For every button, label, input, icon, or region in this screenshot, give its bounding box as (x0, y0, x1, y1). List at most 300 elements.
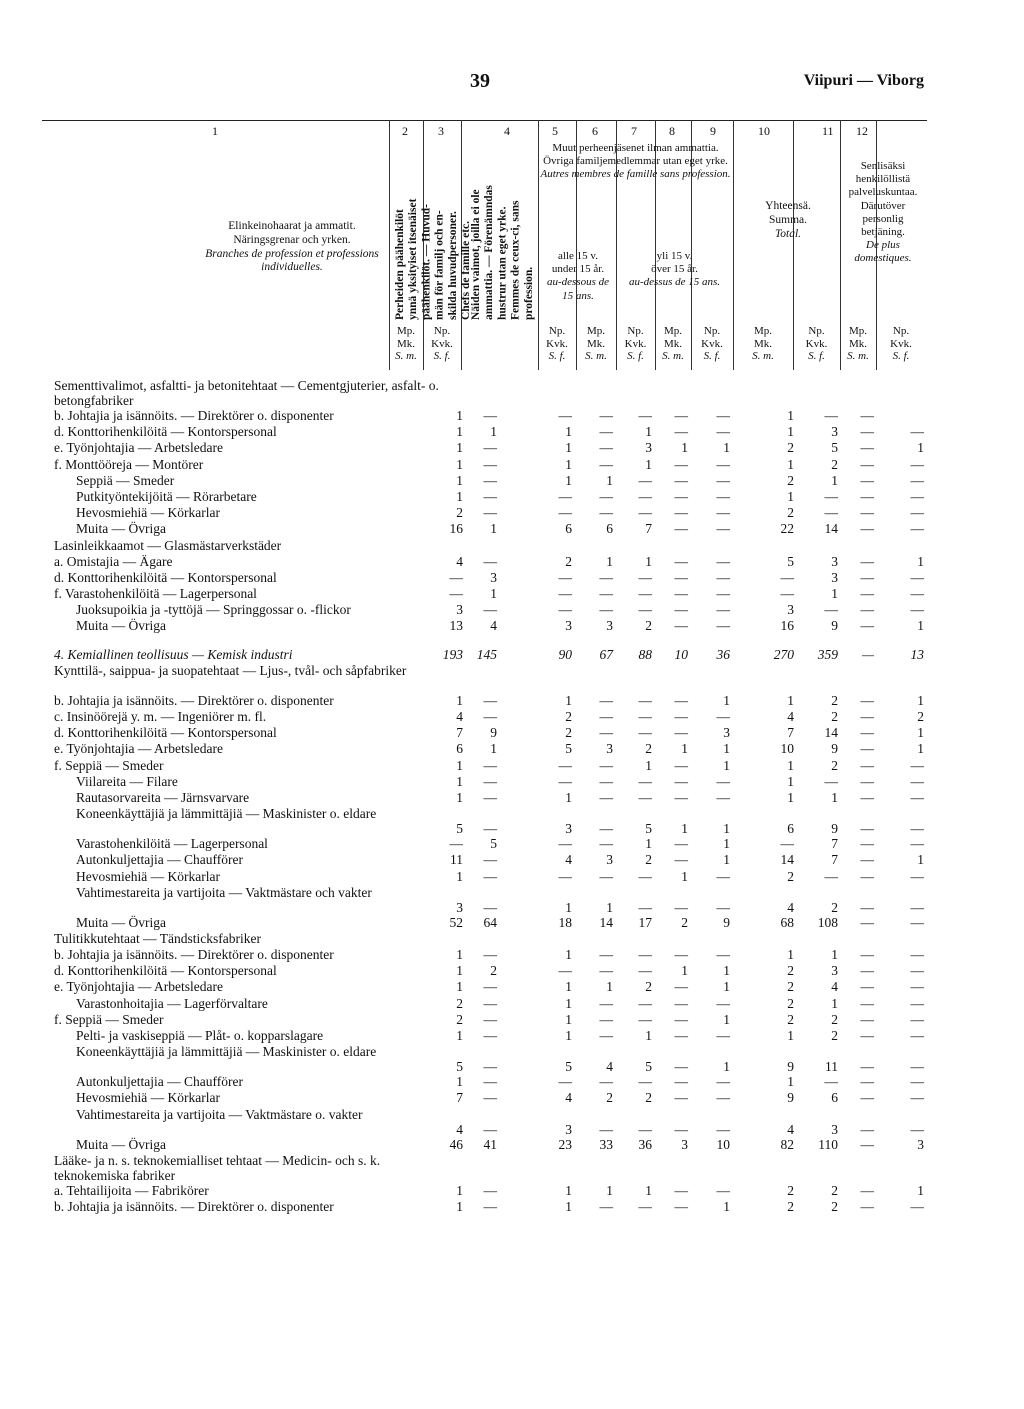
cell-col11: — (860, 456, 874, 472)
table-row (42, 1044, 927, 1074)
cell-col10: 2 (831, 1198, 838, 1214)
cell-col5: — (599, 1028, 613, 1043)
table-row (42, 915, 927, 931)
cell-col8: 1 (723, 963, 730, 979)
row-label: b. Johtajia ja isännöits. — Direktörer o. disponenter (54, 947, 334, 963)
cell-col4: — (558, 408, 572, 423)
cell-col7: — (674, 709, 688, 724)
cell-col10: — (824, 408, 838, 423)
col-num-6: 6 (592, 124, 598, 138)
cell-col10: 3 (831, 553, 838, 569)
cell-col4: 1 (565, 947, 572, 963)
cell-col9: 68 (780, 914, 794, 930)
cell-col8: — (716, 1090, 730, 1106)
cell-col9: 2 (787, 1198, 794, 1214)
cell-col9: 1 (787, 1028, 794, 1043)
cell-col6: — (638, 472, 652, 488)
cell-col10: — (824, 602, 838, 618)
cell-col7: — (674, 1059, 688, 1075)
cell-col8: — (716, 1121, 730, 1137)
cell-col10: 3 (831, 424, 838, 440)
row-label: Vahtimestareita ja vartijoita — Vaktmästare och vakter (76, 884, 372, 900)
col-num-1: 1 (212, 124, 218, 138)
cell-col9: 82 (780, 1136, 794, 1152)
cell-col5: 1 (606, 979, 613, 995)
table-row (42, 947, 927, 963)
cell-col10: 9 (831, 618, 838, 634)
cell-col10: 5 (831, 440, 838, 456)
cell-col5: — (599, 836, 613, 852)
cell-col9: — (780, 586, 794, 602)
cell-col12: 1 (917, 852, 924, 868)
cell-col3: — (483, 709, 497, 724)
cell-col2: 1 (456, 1028, 463, 1043)
cell-col6: 88 (638, 646, 652, 662)
cell-col8: — (716, 1074, 730, 1090)
cell-col11: — (860, 836, 874, 852)
cell-col4: 1 (565, 1198, 572, 1214)
cell-col6: — (638, 1074, 652, 1090)
cell-col3: — (483, 1198, 497, 1214)
cell-col6: — (638, 995, 652, 1011)
cell-col4: — (558, 836, 572, 852)
cell-col5: — (599, 947, 613, 963)
cell-col4: — (558, 963, 572, 979)
cell-col4: 6 (565, 521, 572, 537)
cell-col3: — (483, 868, 497, 884)
cell-col5: 3 (606, 618, 613, 634)
cell-col8: 3 (723, 725, 730, 741)
cell-col11: — (860, 618, 874, 634)
cell-col2: 1 (456, 692, 463, 708)
cell-col4: 5 (565, 741, 572, 757)
cell-col7: — (674, 757, 688, 773)
units-col12: Np. Kvk. S. f. (890, 325, 912, 363)
cell-col2: 46 (449, 1136, 463, 1152)
cell-col11: — (860, 692, 874, 708)
cell-col12: — (910, 757, 924, 773)
cell-col10: 3 (831, 569, 838, 585)
cell-col7: — (674, 553, 688, 569)
cell-col9: 3 (787, 602, 794, 618)
table-row (42, 1107, 927, 1137)
table-row (42, 440, 927, 456)
row-label: a. Omistajia — Ägare (54, 553, 173, 569)
table-row (42, 378, 927, 408)
units-col10: Np. Kvk. S. f. (805, 325, 828, 363)
cell-col6: — (638, 505, 652, 521)
cell-col4: — (558, 488, 572, 504)
cell-col11: — (860, 586, 874, 602)
cell-col12: — (910, 1074, 924, 1090)
cell-col12: — (910, 424, 924, 440)
cell-col10: 359 (817, 646, 838, 662)
cell-col4: 23 (558, 1136, 572, 1152)
cell-col11: — (860, 1074, 874, 1090)
cell-col3: — (483, 1074, 497, 1090)
table-row (42, 774, 927, 790)
cell-col8: — (716, 618, 730, 634)
cell-col11: — (860, 773, 874, 789)
cell-col7: — (674, 424, 688, 440)
cell-col11: — (860, 789, 874, 805)
cell-col11: — (860, 440, 874, 456)
cell-col6: — (638, 709, 652, 724)
row-label: Muita — Övriga (76, 521, 166, 537)
cell-col11: — (860, 602, 874, 618)
col-num-8: 8 (669, 124, 675, 138)
units-col9: Mp. Mk. S. m. (752, 325, 774, 363)
cell-col8: 1 (723, 1198, 730, 1214)
cell-col9: 1 (787, 424, 794, 440)
cell-col2: 1 (456, 757, 463, 773)
cell-col4: 1 (565, 979, 572, 995)
cell-col10: 3 (831, 963, 838, 979)
cell-col2: 7 (456, 725, 463, 741)
cell-col10: 2 (831, 1182, 838, 1198)
cell-col6: — (638, 1011, 652, 1027)
cell-col5: — (599, 569, 613, 585)
cell-col6: 5 (645, 821, 652, 837)
cell-col11: — (860, 979, 874, 995)
cell-col6: — (638, 1198, 652, 1214)
col-num-11: 11 (822, 124, 834, 138)
cell-col2: 4 (456, 1121, 463, 1137)
cell-col12: — (910, 789, 924, 805)
cell-col2: 1 (456, 773, 463, 789)
cell-col10: 1 (831, 472, 838, 488)
cell-col4: 2 (565, 709, 572, 724)
cell-col6: 7 (645, 521, 652, 537)
row-label: d. Konttorihenkilöitä — Kontorspersonal (54, 424, 277, 440)
cell-col4: 1 (565, 789, 572, 805)
table-row (42, 869, 927, 885)
cell-col6: 1 (645, 836, 652, 852)
col1112-heading: Senlisäksi henkilöllistä palveluskuntaa. Därutöver personlig betjäning. De plus domestiques. (848, 160, 918, 265)
cell-col10: 2 (831, 1011, 838, 1027)
table-row (42, 790, 927, 806)
cell-col7: — (674, 995, 688, 1011)
cell-col10: 1 (831, 789, 838, 805)
cell-col8: 1 (723, 741, 730, 757)
cell-col12: — (910, 1090, 924, 1106)
cell-col2: 2 (456, 505, 463, 521)
cell-col12: 3 (917, 1136, 924, 1152)
table-body (42, 378, 927, 1215)
cell-col6: 1 (645, 424, 652, 440)
cell-col5: 1 (606, 899, 613, 915)
cell-col5: — (599, 602, 613, 618)
cell-col9: 2 (787, 868, 794, 884)
cell-col5: — (599, 1198, 613, 1214)
col-num-5: 5 (552, 124, 558, 138)
cell-col11: — (860, 852, 874, 868)
cell-col4: 2 (565, 725, 572, 741)
cell-col4: 4 (565, 852, 572, 868)
cell-col3: 1 (490, 424, 497, 440)
cell-col7: — (674, 773, 688, 789)
cell-col5: — (599, 505, 613, 521)
table-row (42, 602, 927, 618)
cell-col4: 3 (565, 821, 572, 837)
cell-col11: — (860, 868, 874, 884)
cell-col12: 1 (917, 725, 924, 741)
cell-col12: — (910, 602, 924, 618)
cell-col12: — (910, 521, 924, 537)
row-label: b. Johtajia ja isännöits. — Direktörer o. disponenter (54, 692, 334, 708)
table-row (42, 852, 927, 868)
cell-col9: 7 (787, 725, 794, 741)
cell-col8: — (716, 505, 730, 521)
cell-col2: — (449, 569, 463, 585)
cell-col2: 13 (449, 618, 463, 634)
cell-col2: 3 (456, 602, 463, 618)
col-num-4: 4 (504, 124, 510, 138)
table-row (42, 586, 927, 602)
cell-col10: — (824, 1074, 838, 1090)
cell-col6: 3 (645, 440, 652, 456)
cell-col9: 6 (787, 821, 794, 837)
table-row (42, 505, 927, 521)
col-num-7: 7 (631, 124, 637, 138)
cell-col3: — (483, 1121, 497, 1137)
cell-col4: 1 (565, 995, 572, 1011)
cell-col5: — (599, 1074, 613, 1090)
cell-col8: — (716, 586, 730, 602)
row-label: Juoksupoikia ja -tyttöjä — Springgossar o. -flickor (76, 602, 351, 618)
cell-col4: 1 (565, 456, 572, 472)
cell-col5: 3 (606, 852, 613, 868)
cell-col2: 1 (456, 947, 463, 963)
cell-col3: — (483, 899, 497, 915)
cell-col3: — (483, 505, 497, 521)
cell-col11: — (860, 899, 874, 915)
table-row (42, 424, 927, 440)
cell-col10: 11 (825, 1059, 838, 1075)
cell-col10: — (824, 505, 838, 521)
cell-col6: 2 (645, 741, 652, 757)
table-row (42, 570, 927, 586)
table-row (42, 963, 927, 979)
cell-col12: — (910, 488, 924, 504)
table-row (42, 663, 927, 693)
cell-col12: — (910, 947, 924, 963)
cell-col11: — (860, 725, 874, 741)
cell-col12: — (910, 899, 924, 915)
cell-col7: — (674, 521, 688, 537)
table-row (42, 473, 927, 489)
cell-col10: 7 (831, 836, 838, 852)
cell-col10: 1 (831, 947, 838, 963)
cell-col3: — (483, 692, 497, 708)
cell-col5: 14 (599, 914, 613, 930)
row-label: d. Konttorihenkilöitä — Kontorspersonal (54, 569, 277, 585)
cell-col6: 2 (645, 852, 652, 868)
cell-col8: — (716, 424, 730, 440)
units-col11: Mp. Mk. S. m. (847, 325, 869, 363)
cell-col12: — (910, 979, 924, 995)
row-label: d. Konttorihenkilöitä — Kontorspersonal (54, 725, 277, 741)
table-row (42, 806, 927, 836)
cell-col9: 2 (787, 995, 794, 1011)
cell-col2: 1 (456, 440, 463, 456)
cell-col6: — (638, 488, 652, 504)
cell-col9: 14 (780, 852, 794, 868)
cell-col7: — (674, 725, 688, 741)
cell-col11: — (860, 947, 874, 963)
cell-col2: 4 (456, 709, 463, 724)
cell-col9: 4 (787, 1121, 794, 1137)
cell-col11: — (860, 424, 874, 440)
cell-col2: 1 (456, 424, 463, 440)
cell-col11: — (860, 709, 874, 724)
cell-col2: 1 (456, 789, 463, 805)
table-row (42, 741, 927, 757)
cell-col6: — (638, 868, 652, 884)
cell-col11: — (860, 1028, 874, 1043)
cell-col3: — (483, 1059, 497, 1075)
table-row (42, 1090, 927, 1106)
cell-col3: — (483, 440, 497, 456)
cell-col9: 9 (787, 1059, 794, 1075)
row-label: b. Johtajia ja isännöits. — Direktörer o. disponenter (54, 1198, 334, 1214)
table-row (42, 836, 927, 852)
cell-col2: 1 (456, 456, 463, 472)
cell-col10: 9 (831, 741, 838, 757)
cell-col10: 14 (824, 521, 838, 537)
row-label: e. Työnjohtajia — Arbetsledare (54, 979, 224, 995)
cell-col4: 3 (565, 618, 572, 634)
cell-col12: — (910, 505, 924, 521)
cell-col9: 22 (780, 521, 794, 537)
row-label: Koneenkäyttäjiä ja lämmittäjiä — Maskinister o. eldare (76, 806, 377, 822)
table-row (42, 693, 927, 709)
cell-col7: — (674, 1090, 688, 1106)
row-label: Varastohenkilöitä — Lagerpersonal (76, 836, 268, 852)
cell-col3: — (483, 488, 497, 504)
cell-col12: 1 (917, 741, 924, 757)
cell-col3: — (483, 1182, 497, 1198)
row-label: f. Seppiä — Smeder (54, 1011, 164, 1027)
cell-col8: — (716, 868, 730, 884)
cell-col9: 5 (787, 553, 794, 569)
cell-col7: — (674, 852, 688, 868)
cell-col5: 33 (599, 1136, 613, 1152)
cell-col9: 1 (787, 1074, 794, 1090)
cell-col11: — (860, 505, 874, 521)
cell-col5: — (599, 488, 613, 504)
cell-col9: 1 (787, 757, 794, 773)
cell-col12: — (910, 821, 924, 837)
cell-col5: — (599, 757, 613, 773)
row-label: Autonkuljettajia — Chaufförer (76, 1074, 243, 1090)
cell-col6: — (638, 789, 652, 805)
cell-col4: — (558, 868, 572, 884)
cell-col4: — (558, 569, 572, 585)
cell-col4: 4 (565, 1090, 572, 1106)
cell-col7: 1 (681, 868, 688, 884)
row-label: Lasinleikkaamot — Glasmästarverkstäder (54, 537, 282, 553)
cell-col2: 1 (456, 979, 463, 995)
cell-col4: 1 (565, 899, 572, 915)
cell-col3: — (483, 472, 497, 488)
cell-col8: 1 (723, 440, 730, 456)
cell-col4: 1 (565, 1011, 572, 1027)
cell-col7: — (674, 618, 688, 634)
cell-col8: 1 (723, 1011, 730, 1027)
row-label: c. Insinöörejä y. m. — Ingeniörer m. fl. (54, 709, 267, 724)
cell-col9: 1 (787, 789, 794, 805)
cell-col7: — (674, 692, 688, 708)
cell-col6: — (638, 692, 652, 708)
cell-col12: — (910, 773, 924, 789)
table-row (42, 996, 927, 1012)
cell-col8: — (716, 456, 730, 472)
cell-col8: — (716, 521, 730, 537)
cell-col12: — (910, 914, 924, 930)
cell-col2: 193 (442, 646, 463, 662)
cell-col5: — (599, 821, 613, 837)
cell-col9: 2 (787, 472, 794, 488)
cell-col2: — (449, 586, 463, 602)
cell-col6: 2 (645, 618, 652, 634)
cell-col4: 3 (565, 1121, 572, 1137)
cell-col10: 2 (831, 1028, 838, 1043)
cell-col12: — (910, 569, 924, 585)
cell-col8: — (716, 1182, 730, 1198)
cell-col4: 2 (565, 553, 572, 569)
cell-col3: — (483, 757, 497, 773)
cell-col8: — (716, 1028, 730, 1043)
cell-col10: — (824, 773, 838, 789)
cell-col8: — (716, 488, 730, 504)
row-label: f. Varastohenkilöitä — Lagerpersonal (54, 586, 257, 602)
row-label: 4. Kemiallinen teollisuus — Kemisk industri (54, 646, 293, 662)
cell-col7: — (674, 899, 688, 915)
cell-col11: — (860, 553, 874, 569)
cell-col11: — (860, 569, 874, 585)
cell-col7: 2 (681, 914, 688, 930)
col1-heading: Elinkeinohaarat ja ammatit. Näringsgrenar och yrken. Branches de profession et professions individuelles. (205, 220, 379, 274)
cell-col2: 2 (456, 1011, 463, 1027)
col910-heading: Yhteensä. Summa. Total. (765, 200, 811, 240)
cell-col2: 1 (456, 1074, 463, 1090)
cell-col12: — (910, 963, 924, 979)
cell-col12: 13 (910, 646, 924, 662)
cell-col11: — (860, 472, 874, 488)
cell-col6: 1 (645, 757, 652, 773)
cell-col10: 4 (831, 979, 838, 995)
cell-col9: — (780, 836, 794, 852)
running-head: Viipuri — Viborg (803, 72, 924, 89)
cell-col3: 41 (483, 1136, 497, 1152)
cell-col8: 1 (723, 836, 730, 852)
cell-col7: — (674, 602, 688, 618)
cell-col12: — (910, 1059, 924, 1075)
cell-col10: 7 (831, 852, 838, 868)
cell-col2: 1 (456, 488, 463, 504)
cell-col3: — (483, 1011, 497, 1027)
cell-col11: — (860, 1198, 874, 1214)
row-label: Koneenkäyttäjiä ja lämmittäjiä — Maskinister o. eldare (76, 1044, 377, 1060)
cell-col10: 2 (831, 709, 838, 724)
cell-col7: — (674, 1182, 688, 1198)
row-label: Viilareita — Filare (76, 773, 178, 789)
cell-col8: — (716, 899, 730, 915)
table-row (42, 489, 927, 505)
row-label: Tulitikkutehtaat — Tändsticksfabriker (54, 930, 261, 946)
cell-col5: — (599, 963, 613, 979)
